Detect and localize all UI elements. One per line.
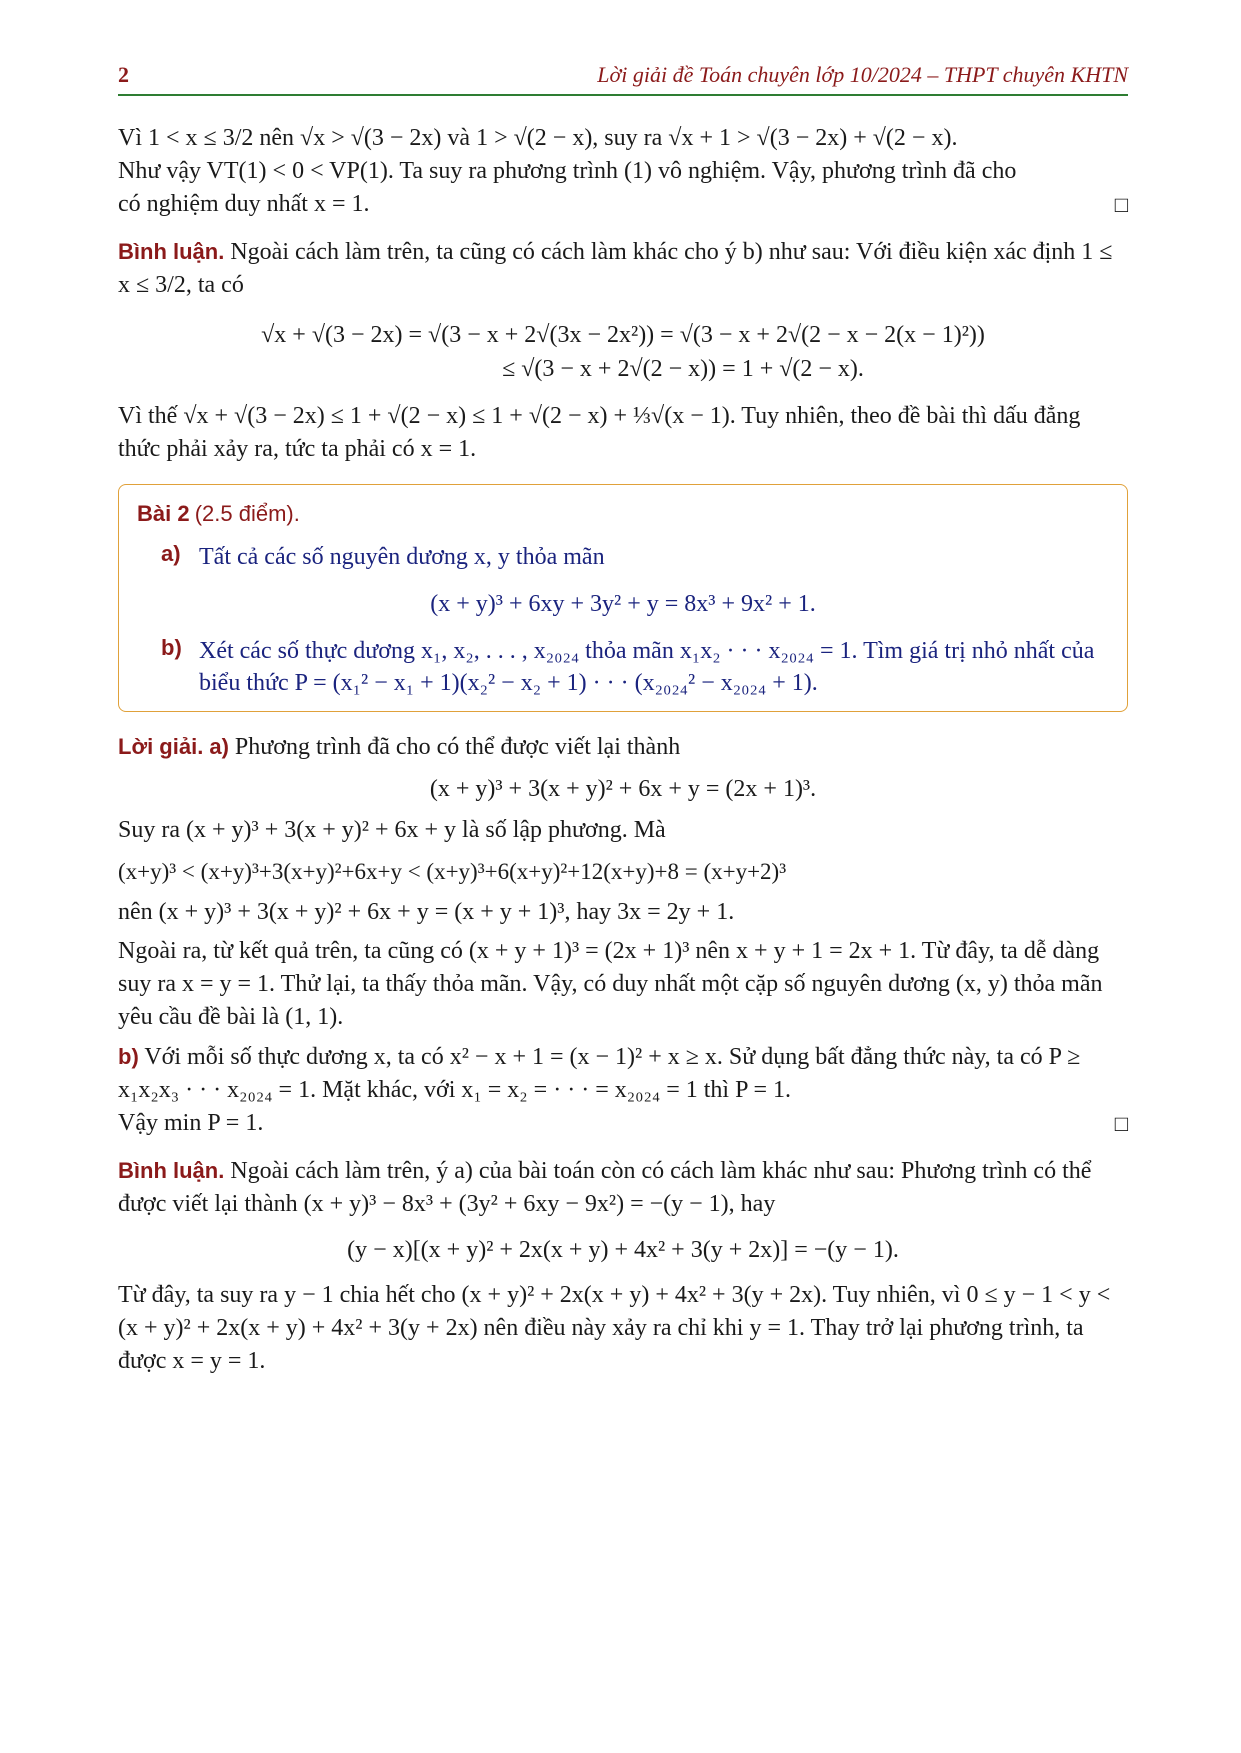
problem-title: Bài 2 [137, 501, 190, 526]
comment2-after: Từ đây, ta suy ra y − 1 chia hết cho (x + y)² + 2x(x + y) + 4x² + 3(y + 2x). Tuy nhiên, vì 0 ≤ y − 1 < y < (x + y)² + 2x(x + y) + 4x² + 3(y + 2x) nên điều này xảy ra chỉ khi y = 1. Thay trở lại phương trình, ta được x = y = 1. [118, 1282, 1111, 1374]
comment1-after: Vì thế √x + √(3 − 2x) ≤ 1 + √(2 − x) ≤ 1 + √(2 − x) + ⅓√(x − 1). Tuy nhiên, theo đề bài thì dấu đẳng thức phải xảy ra, tức ta phải có x = 1. [118, 403, 1081, 462]
solution-b-label: b) [118, 1044, 139, 1069]
comment2-paragraph [118, 1154, 1128, 1221]
part-b-text: Xét các số thực dương x₁, x₂, . . . , x₂₀₂₄ thỏa mãn x₁x₂ · · · x₂₀₂₄ = 1. Tìm giá trị nhỏ nhất của biểu thức P = (x₁² − x₁ + 1)(x₂² − x₂ + 1) · · · (x₂₀₂₄² − x₂₀₂₄ + 1). [199, 638, 1095, 696]
qed-symbol: □ [1114, 192, 1128, 217]
solution-label: Lời giải. [118, 734, 204, 759]
problem-heading [137, 501, 1109, 527]
comment1-text: Ngoài cách làm trên, ta cũng có cách làm khác cho ý b) như sau: Với điều kiện xác định 1 ≤ x ≤ 3/2, ta có [118, 239, 1113, 298]
solution-line2: Suy ra (x + y)³ + 3(x + y)² + 6x + y là số lập phương. Mà [118, 817, 666, 843]
solution-equation-1: (x + y)³ + 3(x + y)² + 6x + y = (2x + 1)³. [429, 776, 817, 802]
para1-line2: Như vậy VT(1) < 0 < VP(1). Ta suy ra phương trình (1) vô nghiệm. Vậy, phương trình đã cho [118, 158, 1017, 184]
comment1-label: Bình luận. [118, 239, 225, 264]
part-a-label: a) [161, 541, 181, 566]
comment1-equation-2: ≤ √(3 − x + 2√(2 − x)) = 1 + √(2 − x). [502, 356, 864, 382]
comment1-paragraph [118, 235, 1128, 302]
comment2-equation: (y − x)[(x + y)² + 2x(x + y) + 4x² + 3(y + 2x)] = −(y − 1). [347, 1237, 899, 1263]
part-a-equation: (x + y)³ + 6xy + 3y² + y = 8x³ + 9x² + 1. [430, 591, 816, 617]
comment1-equation-1: √x + √(3 − 2x) = √(3 − x + 2√(3x − 2x²)) = √(3 − x + 2√(2 − x − 2(x − 1)²)) [261, 322, 985, 348]
problem-points: (2.5 điểm). [194, 501, 300, 526]
part-b-label: b) [161, 635, 182, 660]
para1-line3: có nghiệm duy nhất x = 1. [118, 191, 370, 217]
para1-line1: Vì 1 < x ≤ 3/2 nên √x > √(3 − 2x) và 1 > √(2 − x), suy ra √x + 1 > √(3 − 2x) + √(2 − x). [118, 125, 958, 151]
page-header [118, 62, 1128, 96]
page [118, 62, 1128, 1378]
page-number: 2 [118, 62, 129, 87]
solution-a-label: a) [209, 734, 229, 759]
comment2-label: Bình luận. [118, 1158, 225, 1183]
solution-b-end-row [118, 1107, 1128, 1140]
solution-a-intro: Phương trình đã cho có thể được viết lại thành [234, 734, 681, 760]
solution-intro [118, 730, 1128, 764]
problem-part-b [137, 635, 1109, 699]
solution-b-end: Vậy min P = 1. [118, 1110, 264, 1136]
solution-part-b [118, 1040, 1128, 1107]
qed-symbol-2: □ [1114, 1111, 1128, 1136]
running-title: Lời giải đề Toán chuyên lớp 10/2024 – THPT chuyên KHTN [597, 62, 1128, 87]
solution-b-text: Với mỗi số thực dương x, ta có x² − x + 1 = (x − 1)² + x ≥ x. Sử dụng bất đẳng thức này, ta có P ≥ x₁x₂x₃ · · · x₂₀₂₄ = 1. Mặt khác, với x₁ = x₂ = · · · = x₂₀₂₄ = 1 thì P = 1. [118, 1044, 1081, 1103]
solution-equation-2: (x+y)³ < (x+y)³+3(x+y)²+6x+y < (x+y)³+6(x+y)²+12(x+y)+8 = (x+y+2)³ [118, 859, 787, 884]
para1-line3-row [118, 188, 1128, 221]
part-a-text: Tất cả các số nguyên dương x, y thỏa mãn [199, 544, 605, 570]
comment2-text: Ngoài cách làm trên, ý a) của bài toán còn có cách làm khác như sau: Phương trình có thể được viết lại thành (x + y)³ − 8x³ + (3y² + 6xy − 9x²) = −(y − 1), hay [118, 1158, 1092, 1217]
solution-line4: Ngoài ra, từ kết quả trên, ta cũng có (x + y + 1)³ = (2x + 1)³ nên x + y + 1 = 2x + 1. Từ đây, ta dễ dàng suy ra x = y = 1. Thử lại, ta thấy thỏa mãn. Vậy, có duy nhất một cặp số nguyên dương (x, y) thỏa mãn yêu cầu đề bài là (1, 1). [118, 938, 1103, 1030]
solution-line3: nên (x + y)³ + 3(x + y)² + 6x + y = (x + y + 1)³, hay 3x = 2y + 1. [118, 899, 735, 925]
problem-box [118, 484, 1128, 712]
problem-part-a [137, 541, 1109, 573]
